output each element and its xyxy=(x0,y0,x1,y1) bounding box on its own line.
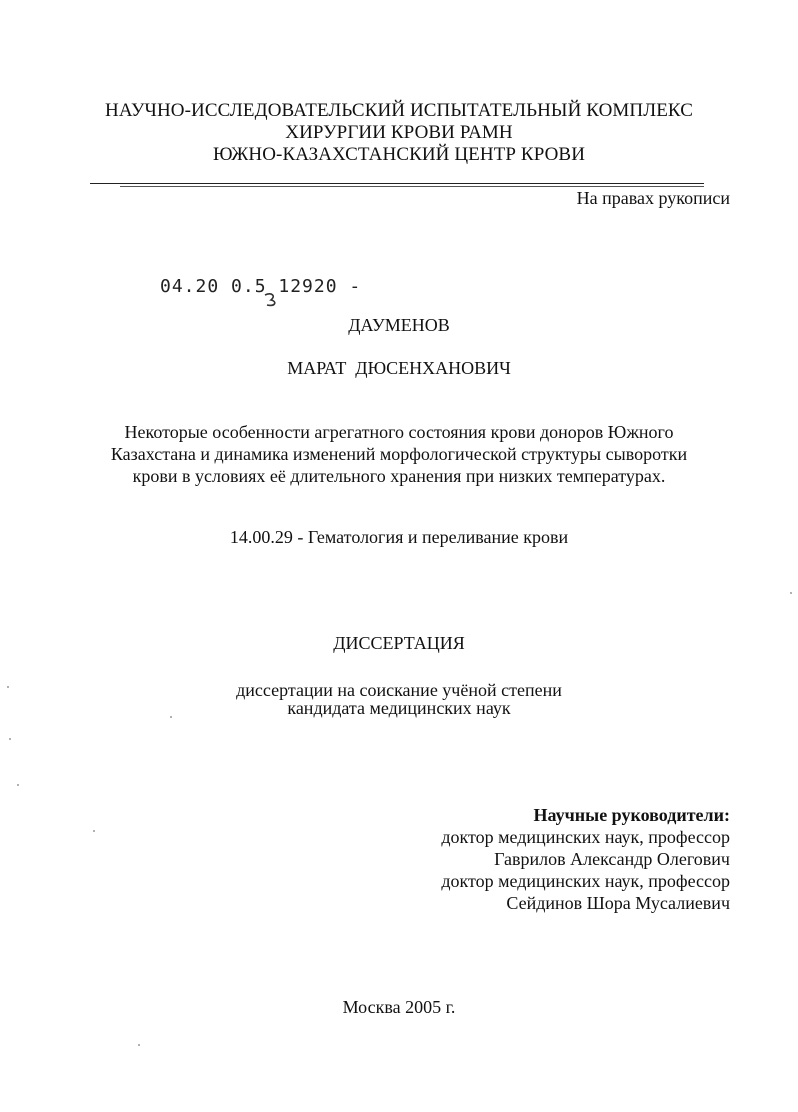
title-line-2: Казахстана и динамика изменений морфологической структуры сыворотки xyxy=(110,444,688,464)
scan-speck xyxy=(170,716,172,718)
scan-speck xyxy=(17,784,19,786)
document-type: ДИССЕРТАЦИЯ xyxy=(333,633,465,653)
scan-speck xyxy=(790,592,792,594)
place-year: Москва 2005 г. xyxy=(342,997,456,1017)
institution-line-1: НАУЧНО-ИССЛЕДОВАТЕЛЬСКИЙ ИСПЫТАТЕЛЬНЫЙ КОМПЛЕКС xyxy=(105,100,693,121)
scan-speck xyxy=(138,1044,140,1046)
header-divider xyxy=(90,183,704,184)
supervisor-2-degree: доктор медицинских наук, профессор xyxy=(441,871,730,891)
supervisors-heading: Научные руководители: xyxy=(533,805,730,825)
specialty: 14.00.29 - Гематология и переливание крови xyxy=(229,527,569,547)
scan-speck xyxy=(9,738,11,740)
institution-line-2: ХИРУРГИИ КРОВИ РАМН xyxy=(285,122,513,143)
supervisor-1-name: Гаврилов Александр Олегович xyxy=(494,849,730,869)
scan-speck xyxy=(7,686,9,688)
scan-speck xyxy=(93,830,95,832)
institution-line-3: ЮЖНО-КАЗАХСТАНСКИЙ ЦЕНТР КРОВИ xyxy=(212,144,586,165)
title-line-3: крови в условиях её длительного хранения при низких температурах. xyxy=(132,466,666,486)
degree-line-2: кандидата медицинских наук xyxy=(287,698,511,718)
title-line-1: Некоторые особенности агрегатного состояния крови доноров Южного xyxy=(124,422,674,442)
author-surname: ДАУМЕНОВ xyxy=(348,315,450,335)
author-name: МАРАТ ДЮСЕНХАНОВИЧ xyxy=(287,358,511,378)
supervisor-1-degree: доктор медицинских наук, профессор xyxy=(441,827,730,847)
supervisor-2-name: Сейдинов Шора Мусалиевич xyxy=(506,893,730,913)
stamp-handwritten-mark xyxy=(262,292,282,308)
degree-line-1: диссертации на соискание учёной степени xyxy=(236,680,562,700)
rights-note: На правах рукописи xyxy=(576,188,730,208)
registration-stamp: 04.20 0.5 12920 - xyxy=(160,276,362,297)
